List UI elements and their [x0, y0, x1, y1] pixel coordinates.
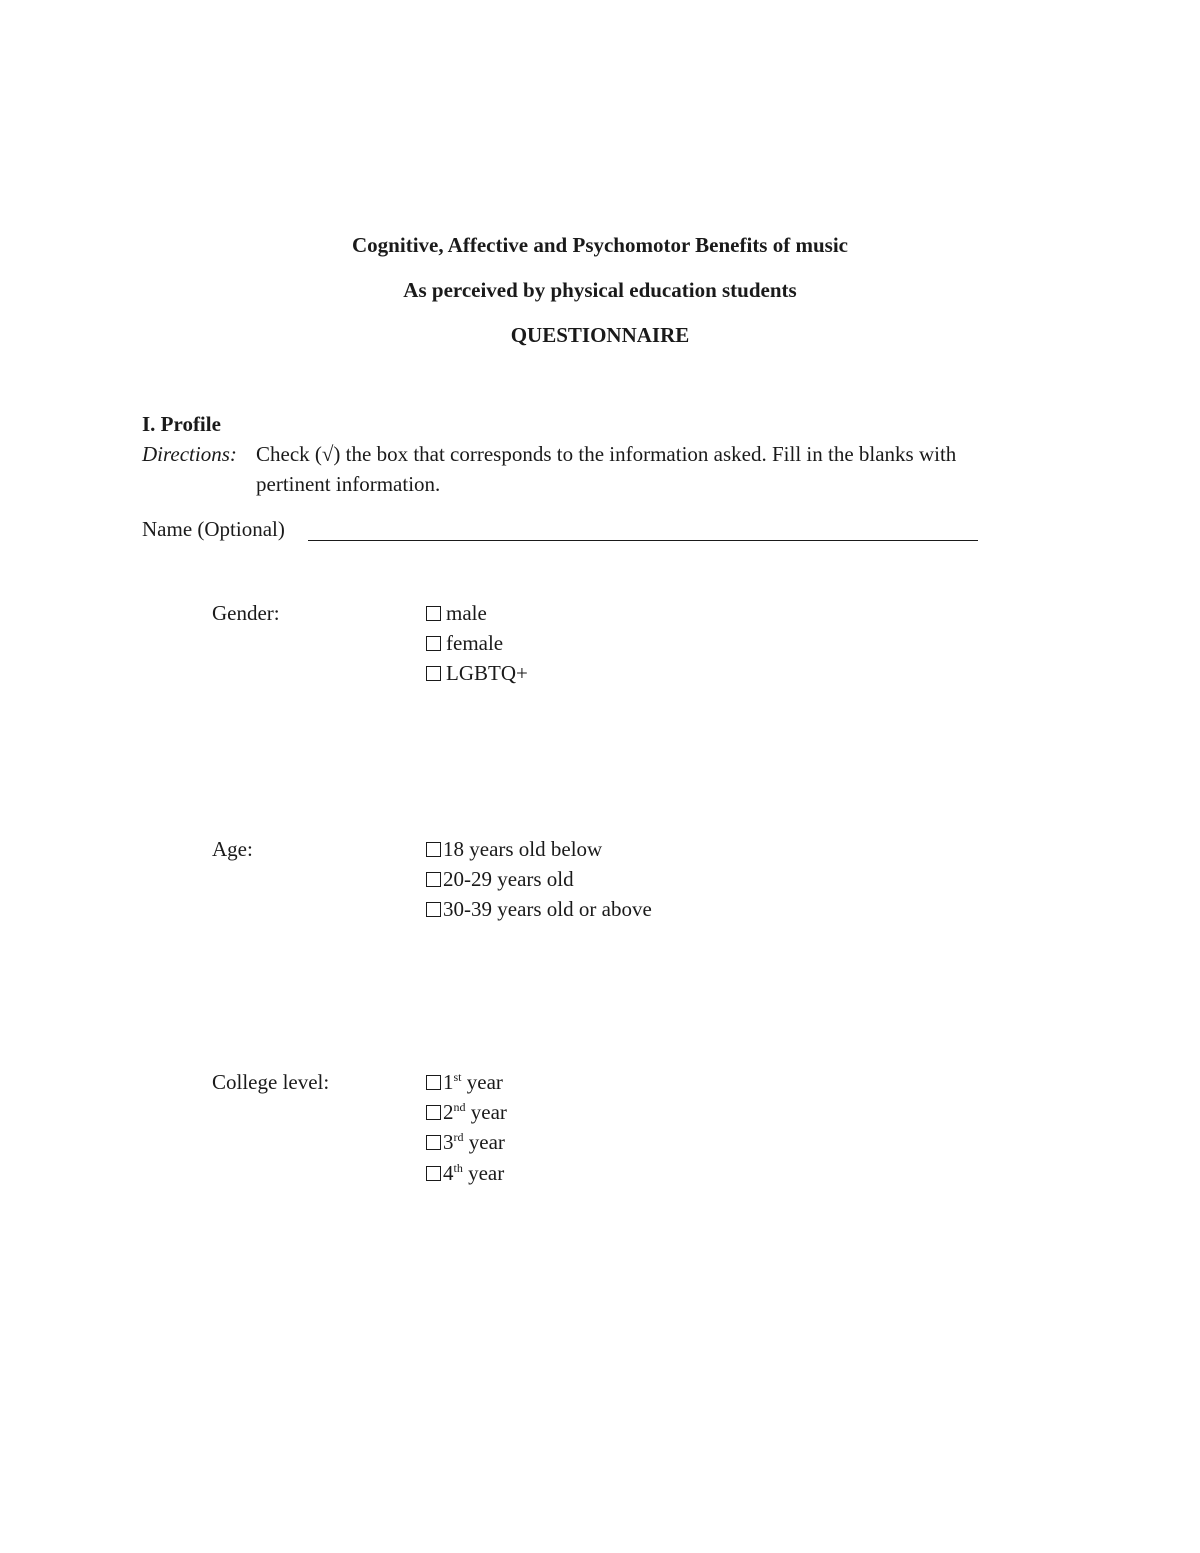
age-option-30-39[interactable]: [426, 897, 652, 922]
gender-option-female[interactable]: [426, 631, 503, 656]
name-label: Name (Optional): [142, 517, 285, 541]
year-word: year: [461, 1070, 503, 1094]
document-title: Cognitive, Affective and Psychomotor Benefits of music: [352, 233, 848, 257]
option-label: 30-39 years old or above: [443, 897, 652, 921]
ordinal-suffix: nd: [453, 1100, 466, 1114]
document-subtitle: As perceived by physical education students: [403, 278, 797, 302]
year-word: year: [463, 1130, 505, 1154]
document-type-heading: QUESTIONNAIRE: [510, 323, 690, 347]
year-word: year: [465, 1100, 507, 1124]
directions-text-line-2: pertinent information.: [256, 472, 441, 496]
college-option-3rd-year[interactable]: [426, 1130, 505, 1155]
gender-option-lgbtq[interactable]: [426, 661, 528, 686]
checkbox-icon[interactable]: [426, 636, 441, 651]
option-label: female: [446, 631, 504, 655]
year-number: 4: [443, 1161, 454, 1185]
college-level-label: College level:: [212, 1070, 330, 1094]
option-label: 20-29 years old: [443, 867, 574, 891]
name-blank-field[interactable]: [308, 540, 978, 541]
directions-text-line-1: Check (√) the box that corresponds to the information asked. Fill in the blanks with: [256, 442, 957, 466]
checkbox-icon[interactable]: [426, 902, 441, 917]
college-option-2nd-year[interactable]: [426, 1100, 507, 1125]
checkbox-icon[interactable]: [426, 872, 441, 887]
checkbox-icon[interactable]: [426, 1166, 441, 1181]
ordinal-suffix: st: [453, 1070, 462, 1084]
gender-option-male[interactable]: [426, 601, 487, 626]
year-word: year: [462, 1161, 505, 1185]
checkbox-icon[interactable]: [426, 1135, 441, 1150]
checkbox-icon[interactable]: [426, 666, 441, 681]
option-label: male: [446, 601, 487, 625]
age-label: Age:: [212, 837, 253, 861]
age-option-18-below[interactable]: [426, 837, 602, 862]
age-option-20-29[interactable]: [426, 867, 574, 892]
year-number: 2: [443, 1100, 454, 1124]
section-heading-profile: I. Profile: [142, 412, 221, 436]
year-number: 3: [443, 1130, 454, 1154]
college-option-4th-year[interactable]: [426, 1161, 504, 1186]
directions: [142, 442, 237, 467]
ordinal-suffix: rd: [453, 1130, 464, 1144]
checkbox-icon[interactable]: [426, 606, 441, 621]
directions-label: Directions:: [142, 442, 237, 466]
checkbox-icon[interactable]: [426, 1105, 441, 1120]
option-label: LGBTQ+: [446, 661, 528, 685]
gender-label: Gender:: [212, 601, 280, 625]
checkbox-icon[interactable]: [426, 1075, 441, 1090]
option-label: 18 years old below: [443, 837, 603, 861]
checkbox-icon[interactable]: [426, 842, 441, 857]
college-option-1st-year[interactable]: [426, 1070, 503, 1095]
year-number: 1: [443, 1070, 454, 1094]
ordinal-suffix: th: [453, 1161, 463, 1175]
